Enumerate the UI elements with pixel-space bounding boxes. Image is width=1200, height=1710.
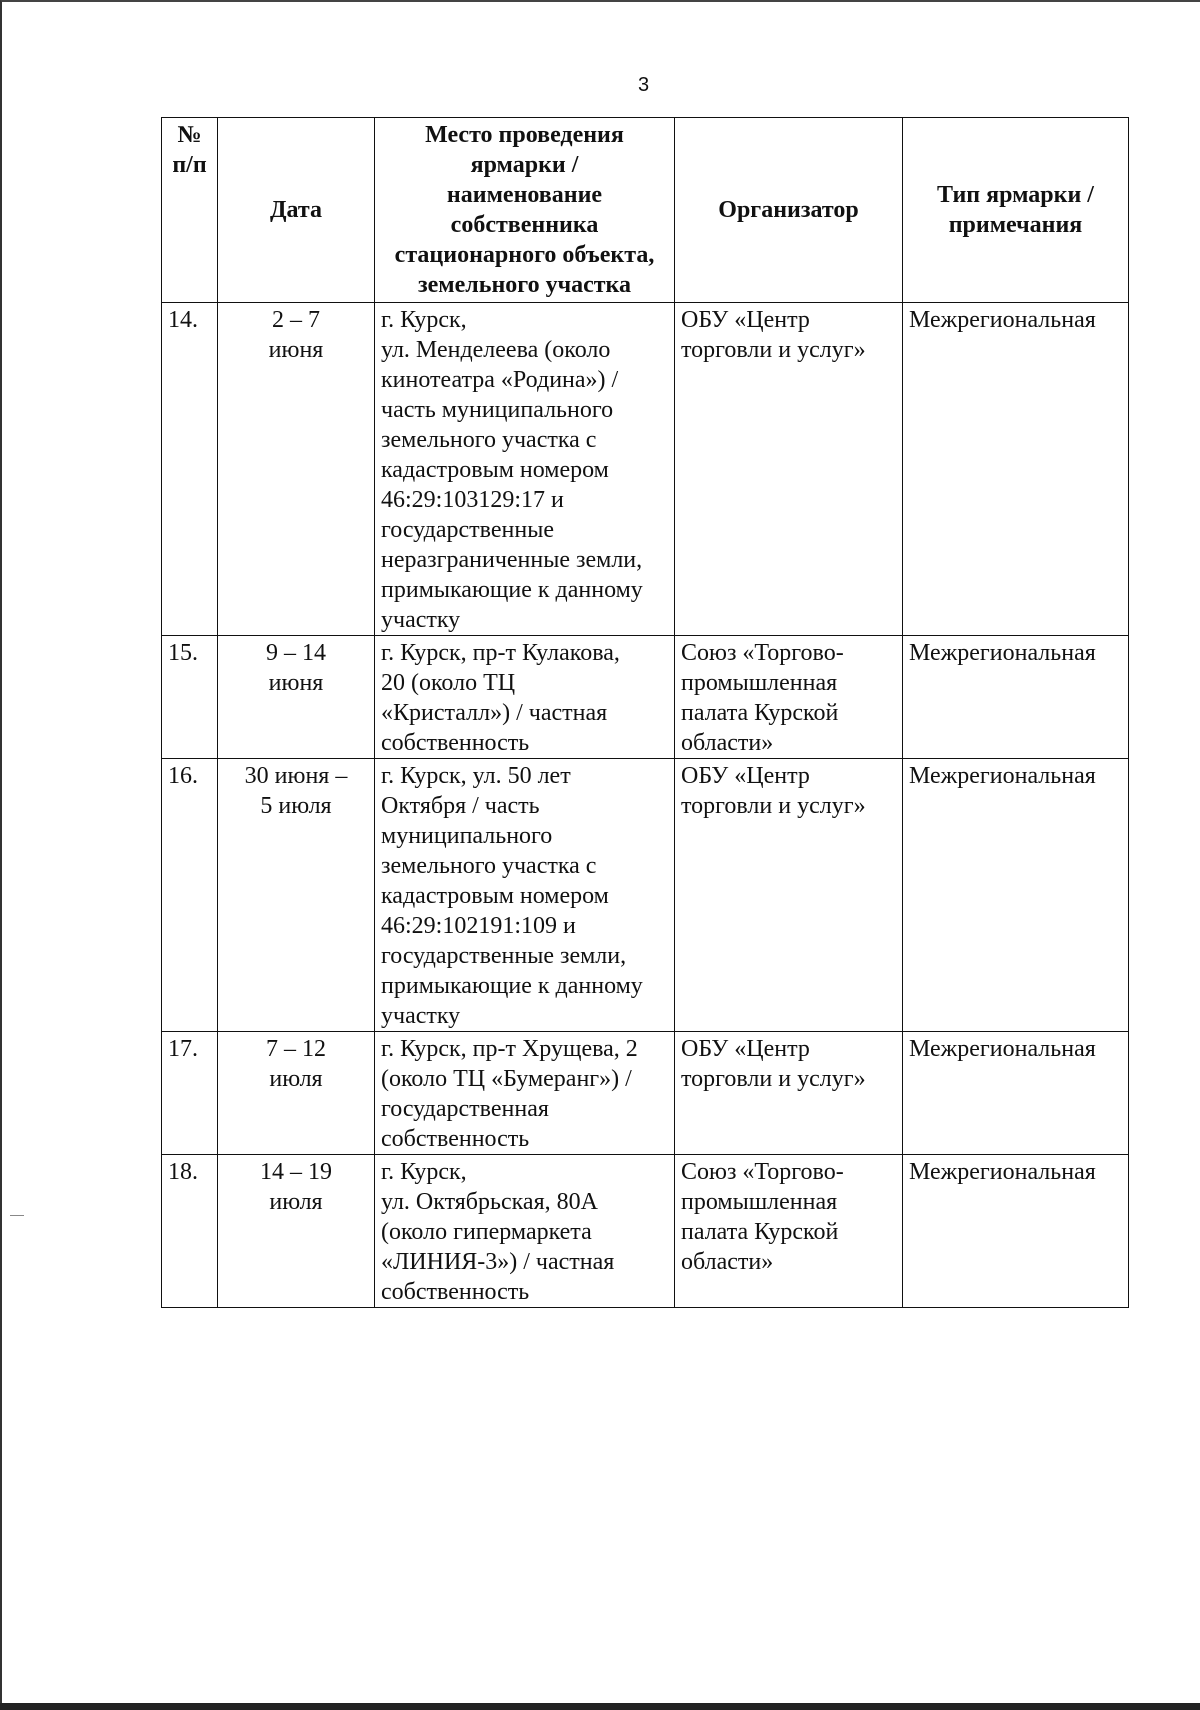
cell-line: г. Курск, ул. 50 лет: [381, 763, 571, 789]
cell-line: государственная: [381, 1096, 549, 1122]
cell-line: торговли и услуг»: [681, 337, 866, 363]
cell-line: земельного участка: [417, 272, 632, 298]
cell-line: области»: [681, 1249, 774, 1275]
cell-line: торговли и услуг»: [681, 1066, 866, 1092]
row-number: 18.: [162, 1155, 218, 1308]
row-date: [218, 303, 375, 636]
header-place: [375, 118, 675, 303]
cell-line: 46:29:103129:17 и: [381, 487, 564, 513]
cell-line: участку: [381, 607, 461, 633]
row-date: [218, 636, 375, 759]
cell-line: Тип ярмарки /: [937, 182, 1094, 208]
row-organizer: [675, 1032, 903, 1155]
cell-line: собственника: [450, 212, 599, 238]
row-type: Межрегиональная: [903, 1032, 1129, 1155]
row-place: [375, 759, 675, 1032]
cell-line: июля: [269, 1189, 323, 1215]
cell-line: государственные: [381, 517, 554, 543]
cell-line: №: [177, 122, 202, 148]
cell-line: ул. Октябрьская, 80А: [381, 1189, 598, 1215]
row-organizer: [675, 759, 903, 1032]
cell-line: (около ТЦ «Бумеранг») /: [381, 1066, 632, 1092]
cell-line: участку: [381, 1003, 461, 1029]
row-number: 17.: [162, 1032, 218, 1155]
header-date: [218, 118, 375, 303]
row-place: [375, 1155, 675, 1308]
cell-line: неразграниченные земли,: [381, 547, 643, 573]
cell-line: земельного участка с: [381, 853, 597, 879]
cell-line: палата Курской: [681, 1219, 839, 1245]
cell-line: Октября / часть: [381, 793, 540, 819]
row-organizer: [675, 636, 903, 759]
cell-line: 30 июня –: [244, 763, 348, 789]
cell-line: торговли и услуг»: [681, 793, 866, 819]
cell-line: ОБУ «Центр: [681, 763, 810, 789]
row-place: [375, 1032, 675, 1155]
row-date: [218, 759, 375, 1032]
row-type: Межрегиональная: [903, 1155, 1129, 1308]
cell-line: 5 июля: [260, 793, 332, 819]
row-number: 16.: [162, 759, 218, 1032]
fairs-table: [161, 117, 1129, 1308]
cell-line: ОБУ «Центр: [681, 1036, 810, 1062]
table-row: [162, 1155, 1129, 1308]
row-number: 15.: [162, 636, 218, 759]
cell-line: муниципального: [381, 823, 553, 849]
cell-line: примечания: [948, 212, 1083, 238]
cell-line: наименование: [446, 182, 603, 208]
cell-line: 46:29:102191:109 и: [381, 913, 576, 939]
cell-line: июля: [269, 1066, 323, 1092]
cell-line: часть муниципального: [381, 397, 614, 423]
cell-line: области»: [681, 730, 774, 756]
header-number: [162, 118, 218, 303]
header-organizer: [675, 118, 903, 303]
cell-line: кинотеатра «Родина») /: [381, 367, 619, 393]
row-type: Межрегиональная: [903, 636, 1129, 759]
cell-line: палата Курской: [681, 700, 839, 726]
cell-line: Дата: [270, 197, 322, 223]
cell-line: 2 – 7: [272, 307, 320, 333]
cell-line: г. Курск, пр-т Кулакова,: [381, 640, 620, 666]
row-place: [375, 636, 675, 759]
cell-line: Союз «Торгово-: [681, 640, 844, 666]
row-place: [375, 303, 675, 636]
table-header-row: [162, 118, 1129, 303]
page-number: 3: [637, 74, 650, 96]
cell-line: промышленная: [681, 1189, 838, 1215]
cell-line: (около гипермаркета: [381, 1219, 592, 1245]
cell-line: кадастровым номером: [381, 457, 609, 483]
scan-bottom-edge: [0, 1703, 1200, 1710]
table-row: [162, 759, 1129, 1032]
cell-line: примыкающие к данному: [381, 973, 643, 999]
cell-line: собственность: [381, 1279, 530, 1305]
cell-line: собственность: [381, 730, 530, 756]
cell-line: Место проведения: [425, 122, 624, 148]
row-date: [218, 1155, 375, 1308]
cell-line: 7 – 12: [266, 1036, 326, 1062]
cell-line: июня: [268, 670, 324, 696]
cell-line: примыкающие к данному: [381, 577, 643, 603]
cell-line: п/п: [172, 152, 207, 178]
table-row: [162, 303, 1129, 636]
header-type: [903, 118, 1129, 303]
cell-line: ул. Менделеева (около: [381, 337, 611, 363]
row-organizer: [675, 303, 903, 636]
row-date: [218, 1032, 375, 1155]
cell-line: г. Курск,: [381, 1159, 467, 1185]
row-type: Межрегиональная: [903, 759, 1129, 1032]
table-row: [162, 1032, 1129, 1155]
cell-line: кадастровым номером: [381, 883, 609, 909]
cell-line: 14 – 19: [260, 1159, 332, 1185]
cell-line: ОБУ «Центр: [681, 307, 810, 333]
cell-line: Союз «Торгово-: [681, 1159, 844, 1185]
cell-line: «ЛИНИЯ-3») / частная: [381, 1249, 615, 1275]
row-organizer: [675, 1155, 903, 1308]
cell-line: собственность: [381, 1126, 530, 1152]
cell-line: г. Курск, пр-т Хрущева, 2: [381, 1036, 638, 1062]
row-number: 14.: [162, 303, 218, 636]
cell-line: ярмарки /: [470, 152, 579, 178]
cell-line: 20 (около ТЦ: [381, 670, 516, 696]
scan-mark: [10, 1215, 24, 1216]
table-row: [162, 636, 1129, 759]
cell-line: июня: [268, 337, 324, 363]
cell-line: промышленная: [681, 670, 838, 696]
cell-line: государственные земли,: [381, 943, 627, 969]
cell-line: «Кристалл») / частная: [381, 700, 608, 726]
cell-line: г. Курск,: [381, 307, 467, 333]
cell-line: земельного участка с: [381, 427, 597, 453]
cell-line: 9 – 14: [266, 640, 326, 666]
row-type: Межрегиональная: [903, 303, 1129, 636]
cell-line: Организатор: [718, 197, 859, 223]
cell-line: стационарного объекта,: [394, 242, 655, 268]
